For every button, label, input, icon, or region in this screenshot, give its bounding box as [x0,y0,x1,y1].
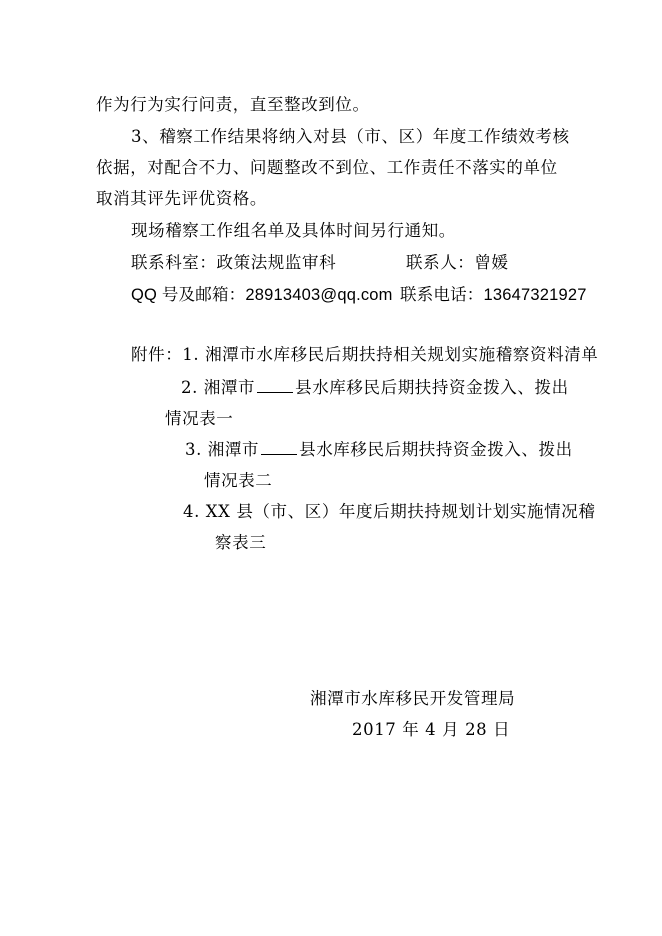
paragraph-3-line-2: 依据，对配合不力、问题整改不到位、工作责任不落实的单位 [96,158,558,177]
blank-underline [261,439,297,455]
attachment-4: 4. XX 县（市、区）年度后期扶持规划计划实施情况稽 [183,502,596,521]
attachment-4-continuation: 察表三 [215,533,267,552]
attachment-3-continuation: 情况表二 [204,471,273,490]
contact-phone: 联系电话：13647321927 [400,286,587,304]
paragraph-continuation: 作为行为实行问责，直至整改到位。 [96,95,370,114]
issue-date: 2017 年 4 月 28 日 [352,720,511,739]
paragraph-3-line-3: 取消其评先评优资格。 [96,189,267,208]
issuing-organization: 湘潭市水库移民开发管理局 [310,689,516,708]
notice-text: 现场稽察工作组名单及具体时间另行通知。 [131,221,456,240]
attachment-2-continuation: 情况表一 [165,409,234,428]
attachment-3 [185,439,573,461]
paragraph-3-line-1: 3、稽察工作结果将纳入对县（市、区）年度工作绩效考核 [131,127,570,146]
attachment-3-suffix: 县水库移民后期扶持资金拨入、拨出 [299,440,573,459]
contact-person: 联系人：曾媛 [406,253,509,272]
attachment-3-prefix: 3. 湘潭市 [185,440,260,459]
blank-underline [257,377,293,393]
attachment-2 [181,377,569,399]
attachment-2-prefix: 2. 湘潭市 [181,378,256,397]
attachment-2-suffix: 县水库移民后期扶持资金拨入、拨出 [295,378,569,397]
contact-department: 联系科室：政策法规监审科 [131,253,337,272]
attachment-1: 附件：1. 湘潭市水库移民后期扶持相关规划实施稽察资料清单 [131,345,599,364]
contact-qq-email: QQ 号及邮箱：28913403@qq.com [131,286,393,304]
